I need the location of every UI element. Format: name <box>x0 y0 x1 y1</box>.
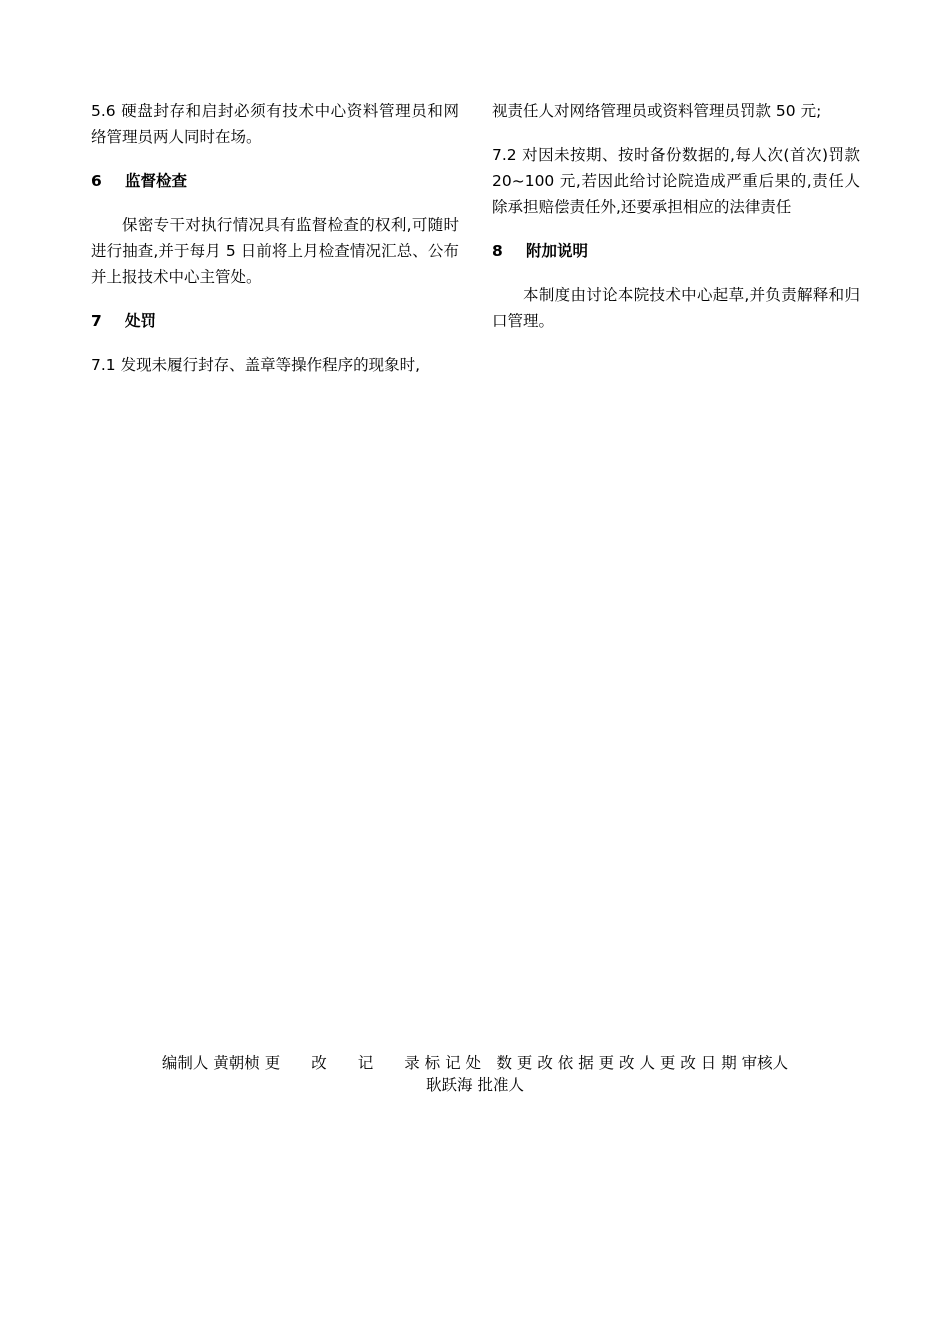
section-6-heading <box>91 168 459 194</box>
right-column <box>492 98 860 352</box>
clause-7-1: 7.1 发现未履行封存、盖章等操作程序的现象时, <box>91 356 421 374</box>
section-8-paragraph: 本制度由讨论本院技术中心起草,并负责解释和归口管理。 <box>492 286 860 330</box>
section-8-title: 附加说明 <box>526 242 589 260</box>
clause-5-6: 5.6 硬盘封存和启封必须有技术中心资料管理员和网络管理员两人同时在场。 <box>91 102 459 146</box>
section-6-paragraph: 保密专干对执行情况具有监督检查的权利,可随时进行抽查,并于每月 5 日前将上月检查情况汇总、公布并上报技术中心主管处。 <box>91 216 459 286</box>
revision-record-footer <box>90 1052 860 1096</box>
section-8-heading <box>492 238 860 264</box>
clause-7-2: 7.2 对因未按期、按时备份数据的,每人次(首次)罚款 20~100 元,若因此给讨论院造成严重后果的,责任人除承担赔偿责任外,还要承担相应的法律责任 <box>492 146 860 216</box>
clause-7-1-continued: 视责任人对网络管理员或资料管理员罚款 50 元; <box>492 102 822 120</box>
footer-line-1: 编制人 黄朝桢 更 改 记 录 标 记 处 数 更 改 依 据 更 改 人 更 改 日 期 审核人 <box>161 1054 789 1072</box>
section-7-title: 处罚 <box>125 312 157 330</box>
section-8-number: 8 <box>492 242 503 260</box>
section-6-number: 6 <box>91 172 102 190</box>
section-7-number: 7 <box>91 312 102 330</box>
left-column <box>91 98 459 378</box>
section-6-title: 监督检查 <box>125 172 188 190</box>
section-7-heading <box>91 308 459 334</box>
footer-line-2: 耿跃海 批准人 <box>426 1076 524 1094</box>
